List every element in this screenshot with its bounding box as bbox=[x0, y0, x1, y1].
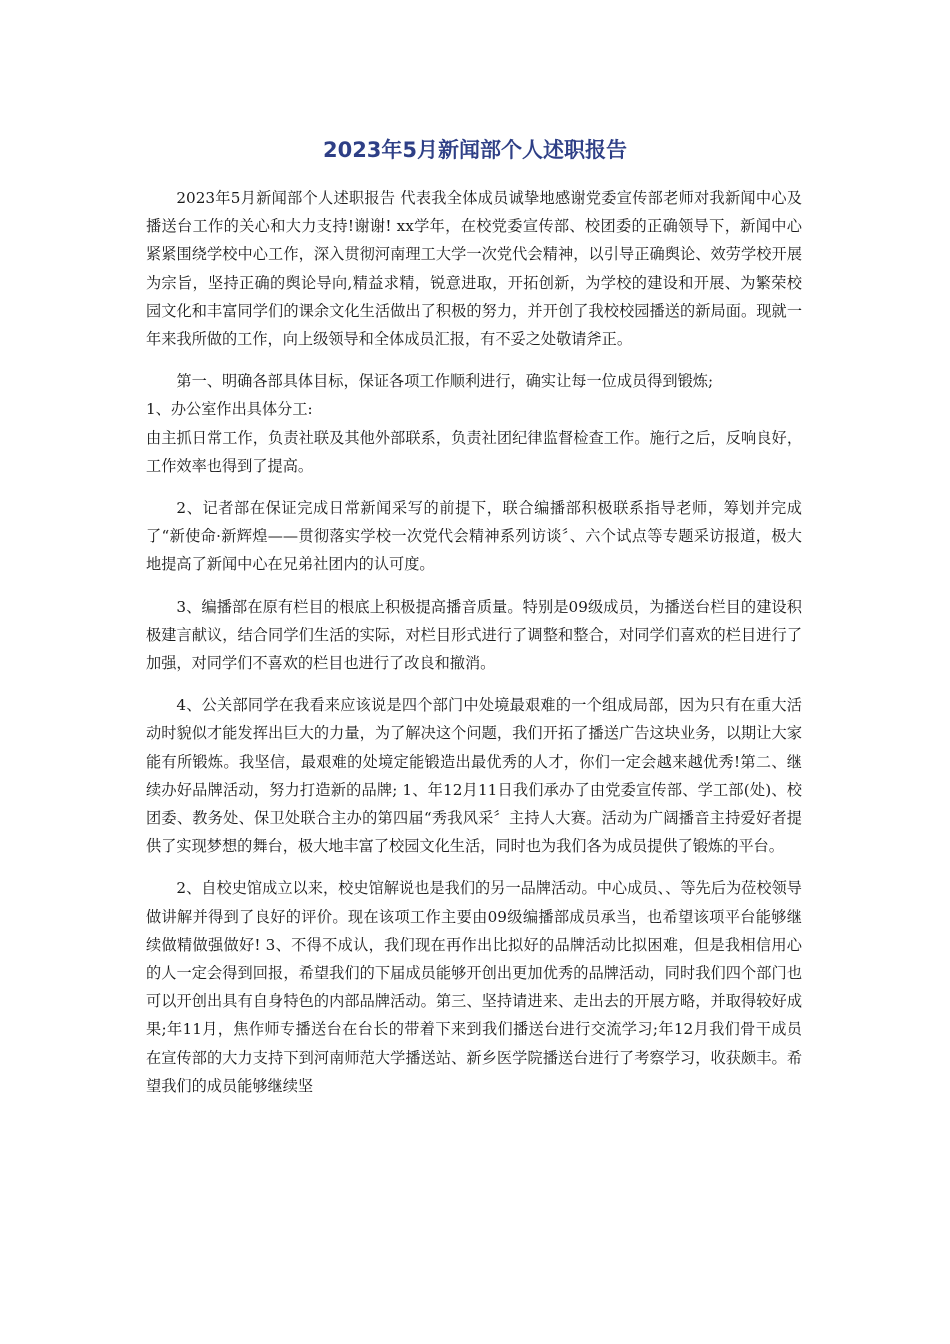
document-title: 2023年5月新闻部个人述职报告 bbox=[322, 138, 628, 162]
document-body bbox=[146, 184, 802, 1100]
paragraph-office-heading: 1、办公室作出具体分工: bbox=[146, 400, 313, 419]
paragraph-intro: 2023年5月新闻部个人述职报告 代表我全体成员诚挚地感谢党委宣传部老师对我新闻中心及播送台工作的关心和大力支持!谢谢! xx学年，在校党委宣传部、校团委的正确领导下，新闻中心紧紧围绕学校中心工作，深入贯彻河南理工大学一次党代会精神，以引导正确舆论、效劳学校开展为宗旨，坚持正确的舆论导向,精益求精，锐意进取，开拓创新，为学校的建设和开展、为繁荣校园文化和丰富同学们的课余文化生活做出了积极的努力，并开创了我校校园播送的新局面。现就一年来我所做的工作，向上级领导和全体成员汇报，有不妥之处敬请斧正。 bbox=[146, 189, 802, 349]
paragraph-office-details: 由主抓日常工作，负责社联及其他外部联系，负责社团纪律监督检查工作。施行之后，反响良好，工作效率也得到了提高。 bbox=[146, 428, 802, 475]
paragraph-museum-guide: 2、自校史馆成立以来，校史馆解说也是我们的另一品牌活动。中心成员、、等先后为莅校领导做讲解并得到了良好的评价。现在该项工作主要由09级编播部成员承当，也希望该项平台能够继续做精做强做好! 3、不得不成认，我们现在再作出比拟好的品牌活动比拟困难，但是我相信用心的人一定会得到回报，希望我们的下届成员能够开创出更加优秀的品牌活动，同时我们四个部门也可以开创出具有自身特色的内部品牌活动。第三、坚持请进来、走出去的开展方略，并取得较好成果;年11月，焦作师专播送台在台长的带着下来到我们播送台进行交流学习;年12月我们骨干成员在宣传部的大力支持下到河南师范大学播送站、新乡医学院播送台进行了考察学习，收获颇丰。希望我们的成员能够继续坚 bbox=[146, 879, 802, 1095]
paragraph-section-one-heading: 第一、明确各部具体目标，保证各项工作顺利进行，确实让每一位成员得到锻炼; bbox=[176, 372, 714, 391]
paragraph-pr-dept: 4、公关部同学在我看来应该说是四个部门中处境最艰难的一个组成局部，因为只有在重大活动时貌似才能发挥出巨大的力量，为了解决这个问题，我们开拓了播送广告这块业务，以期让大家能有所锻炼。我坚信，最艰难的处境定能锻造出最优秀的人才，你们一定会越来越优秀!第二、继续办好品牌活动，努力打造新的品牌; 1、年12月11日我们承办了由党委宣传部、学工部(处)、校团委、教务处、保卫处联合主办的第四届“秀我风采〞主持人大赛。活动为广阔播音主持爱好者提供了实现梦想的舞台，极大地丰富了校园文化生活，同时也为我们各为成员提供了锻炼的平台。 bbox=[146, 696, 802, 856]
paragraph-reporter-dept: 2、记者部在保证完成日常新闻采写的前提下，联合编播部积极联系指导老师，筹划并完成了“新使命·新辉煌——贯彻落实学校一次党代会精神系列访谈〞、六个试点等专题采访报道，极大地提高了新闻中心在兄弟社团内的认可度。 bbox=[146, 499, 802, 574]
paragraph-broadcast-dept: 3、编播部在原有栏目的根底上积极提高播音质量。特别是09级成员，为播送台栏目的建设积极建言献议，结合同学们生活的实际，对栏目形式进行了调整和整合，对同学们喜欢的栏目进行了加强，对同学们不喜欢的栏目也进行了改良和撤消。 bbox=[146, 597, 802, 673]
